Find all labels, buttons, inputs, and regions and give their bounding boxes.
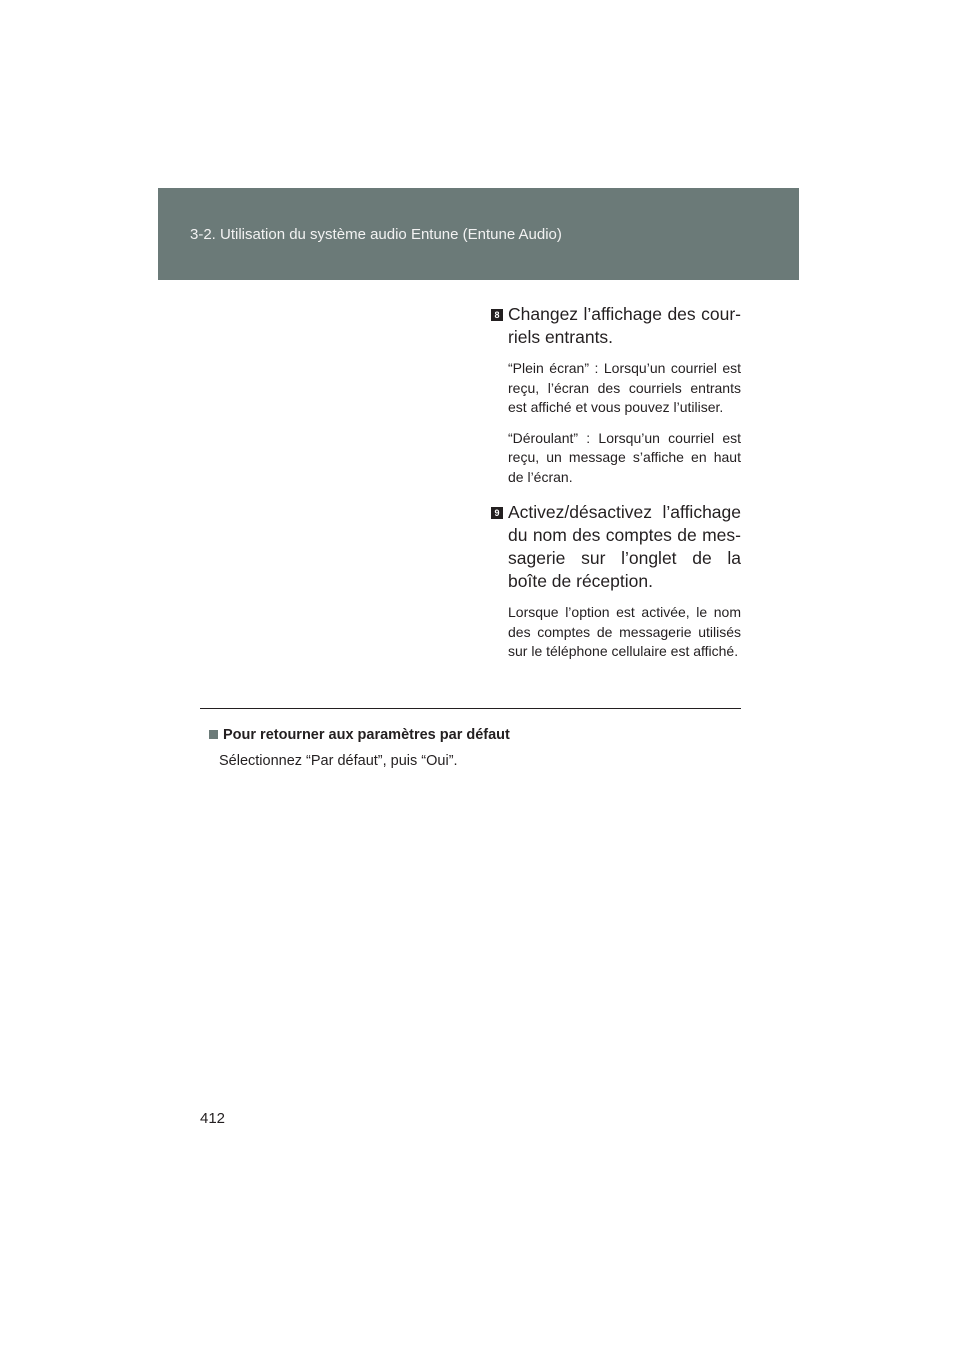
page-number: 412 <box>200 1110 226 1127</box>
step-8 <box>491 300 741 487</box>
note-heading-text: Pour retourner aux paramètres par défaut <box>223 727 510 743</box>
step-description: “Déroulant” : Lorsqu’un courriel est reçu, un message s’affiche en haut de l’écran. <box>508 429 741 485</box>
step-description: “Plein écran” : Lorsqu’un courriel est reçu, l’écran des courriels entrants est affiché et vous pouvez l’utiliser. <box>508 360 741 415</box>
step-number-badge: 8 <box>491 309 503 321</box>
section-title: 3-2. Utilisation du système audio Entune (Entune Audio) <box>190 226 562 243</box>
square-bullet-icon <box>209 730 218 739</box>
page-header <box>158 188 799 280</box>
section-divider <box>200 708 741 709</box>
step-description: Lorsque l’option est activée, le nom des comptes de messagerie utilisés sur le téléphone cellulaire est affiché. <box>508 604 741 659</box>
step-9 <box>491 498 741 662</box>
step-title: Changez l’affichage des courriels entrants. <box>508 304 741 347</box>
step-number-badge: 9 <box>491 507 503 519</box>
step-title: Activez/désactivez l’affichage du nom des comptes de messagerie sur l’onglet de la boîte de réception. <box>508 502 741 591</box>
note-body: Sélectionnez “Par défaut”, puis “Oui”. <box>219 753 458 769</box>
note-heading <box>209 727 510 743</box>
steps-column <box>491 300 741 662</box>
